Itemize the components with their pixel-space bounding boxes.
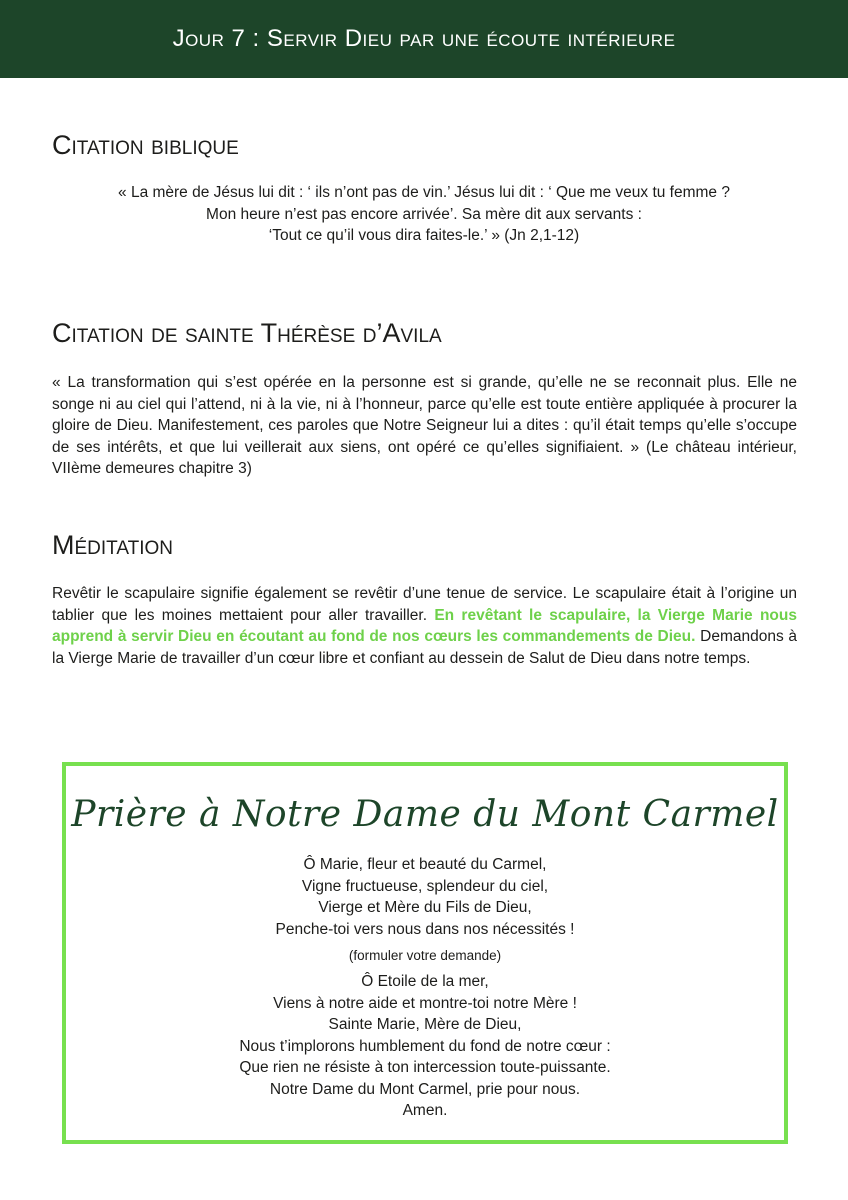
prayer-line: Notre Dame du Mont Carmel, prie pour nous. [269, 1080, 581, 1098]
section-title-bible: Citation biblique [52, 130, 239, 160]
prayer-text [66, 854, 784, 1122]
bible-quote-line: « La mère de Jésus lui dit : ‘ ils n’ont pas de vin.’ Jésus lui dit : ‘ Que me veux tu femme ? [118, 184, 730, 201]
meditation-highlight: En revêtant le scapulaire, la Vierge Marie nous apprend à servir Dieu en écoutant au fond de nos cœurs les commandements de Dieu. [52, 606, 797, 645]
prayer-line: Vierge et Mère du Fils de Dieu, [318, 899, 532, 916]
prayer-line: Viens à notre aide et montre-toi notre Mère ! [273, 994, 577, 1012]
bible-quote-line: ‘Tout ce qu’il vous dira faites-le.’ » (Jn 2,1-12) [268, 227, 580, 244]
prayer-line: Ô Etoile de la mer, [361, 973, 489, 990]
meditation-text-after: Demandons à la Vierge Marie de travailler d’un cœur libre et confiant au dessein de Salut de Dieu dans notre temps. [52, 628, 798, 667]
prayer-title: Prière à Notre Dame du Mont Carmel [71, 794, 779, 835]
prayer-line: Sainte Marie, Mère de Dieu, [328, 1016, 522, 1033]
bible-quote [52, 182, 796, 247]
prayer-note: (formuler votre demande) [348, 948, 502, 963]
page-title: Jour 7 : Servir Dieu par une écoute intérieure [172, 25, 676, 52]
prayer-line: Vigne fructueuse, splendeur du ciel, [301, 877, 549, 895]
bible-quote-line: Mon heure n’est pas encore arrivée’. Sa mère dit aux servants : [206, 205, 642, 223]
meditation-text [52, 583, 797, 669]
meditation-text-before: Revêtir le scapulaire signifie également se revêtir d’une tenue de service. Le scapulaire était à l’origine un tablier que les moines mettaient pour aller travailler. [52, 585, 797, 624]
prayer-line: Penche-toi vers nous dans nos nécessités ! [275, 920, 575, 938]
prayer-line: Ô Marie, fleur et beauté du Carmel, [303, 856, 547, 873]
section-title-meditation: Méditation [52, 530, 174, 560]
prayer-line: Que rien ne résiste à ton intercession toute-puissante. [239, 1059, 611, 1076]
header-banner [0, 0, 848, 78]
therese-quote: « La transformation qui s’est opérée en la personne est si grande, qu’elle ne se reconnait plus. Elle ne songe ni au ciel qui l’attend, ni à la vie, ni à l’honneur, parce qu’elle est toute entière appliquée à procurer la gloire de Dieu. Manifestement, ces paroles que Notre Seigneur lui a dites : qu’il était temps qu’elle s’occupe de ses intérêts, et que lui veillerait aux siens, ont opéré ce qu’elles signifiaient. » (Le château intérieur, VIIème demeures chapitre 3) [52, 374, 797, 477]
prayer-line: Amen. [402, 1102, 448, 1119]
prayer-line: Nous t’implorons humblement du fond de notre cœur : [239, 1037, 611, 1055]
section-title-therese: Citation de sainte Thérèse d’Avila [52, 318, 442, 348]
prayer-box [62, 762, 788, 1144]
